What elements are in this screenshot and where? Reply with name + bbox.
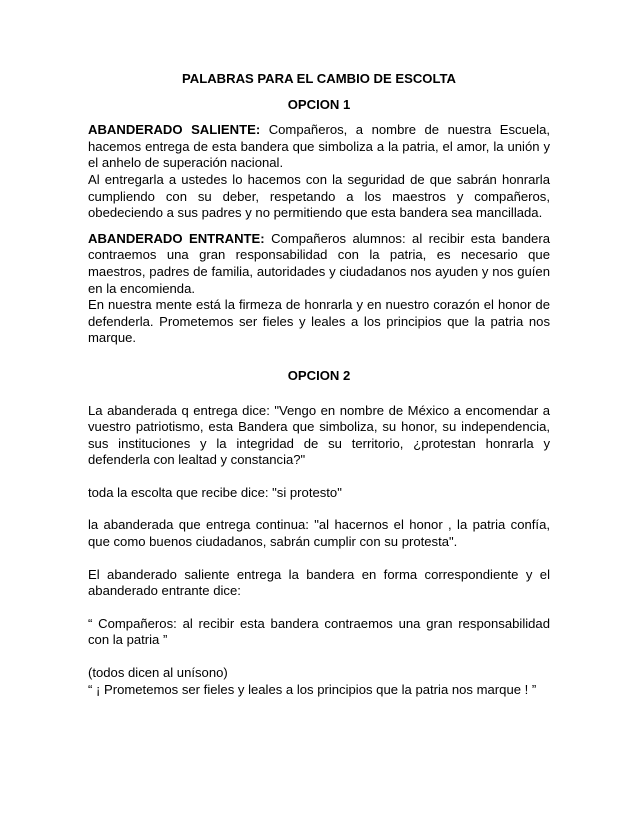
saliente-text: Compañeros, a nombre de nuestra Escuela, hacemos entrega de esta bandera que simboliza a la patria, el amor, la unión y el anhelo de superación nacional.: [88, 122, 550, 171]
option2-paragraph-7: “ ¡ Prometemos ser fieles y leales a los principios que la patria nos marque ! ”: [88, 681, 537, 697]
option1-heading: OPCION 1: [287, 96, 351, 112]
entrante-paragraph-2: En nuestra mente está la firmeza de honrarla y en nuestro corazón el honor de defenderla. Prometemos ser fieles y leales a los principios que la patria nos marque.: [88, 297, 550, 346]
option2-paragraph-2: toda la escolta que recibe dice: "si protesto": [88, 484, 342, 500]
entrante-label: ABANDERADO ENTRANTE:: [88, 230, 265, 246]
saliente-paragraph-2: Al entregarla a ustedes lo hacemos con la seguridad de que sabrán honrarla cumpliendo con su deber, respetando a los maestros y compañeros, obedeciendo a sus padres y no permitiendo que esta bandera sea mancillada.: [88, 171, 550, 221]
option2-paragraph-4: El abanderado saliente entrega la bandera en forma correspondiente y el abanderado entrante dice:: [88, 566, 550, 599]
saliente-label: ABANDERADO SALIENTE:: [88, 122, 261, 138]
document-title: PALABRAS PARA EL CAMBIO DE ESCOLTA: [181, 71, 456, 86]
option2-paragraph-5: “ Compañeros: al recibir esta bandera contraemos una gran responsabilidad con la patria ”: [88, 615, 550, 648]
option2-paragraph-1: La abanderada q entrega dice: "Vengo en nombre de México a encomendar a vuestro patriotismo, esta Bandera que simboliza, su honor, su independencia, sus instituciones y la integridad de su territorio, ¿protestan honrarla y defenderla con lealtad y constancia?": [88, 402, 550, 468]
saliente-paragraph: [88, 122, 550, 172]
document-body: [88, 71, 550, 698]
option2-heading: OPCION 2: [287, 367, 351, 383]
option2-paragraph-3: la abanderada que entrega continua: "al hacernos el honor , la patria confía, que como buenos ciudadanos, sabrán cumplir con su protesta".: [88, 517, 550, 550]
option2-paragraph-6: (todos dicen al unísono): [88, 665, 228, 681]
entrante-paragraph: [88, 231, 550, 297]
entrante-text: Compañeros alumnos: al recibir esta bandera contraemos una gran responsabilidad con la patria, es necesario que maestros, padres de familia, autoridades y ciudadanos nos ayuden y nos guíen en la encomienda.: [88, 230, 550, 296]
